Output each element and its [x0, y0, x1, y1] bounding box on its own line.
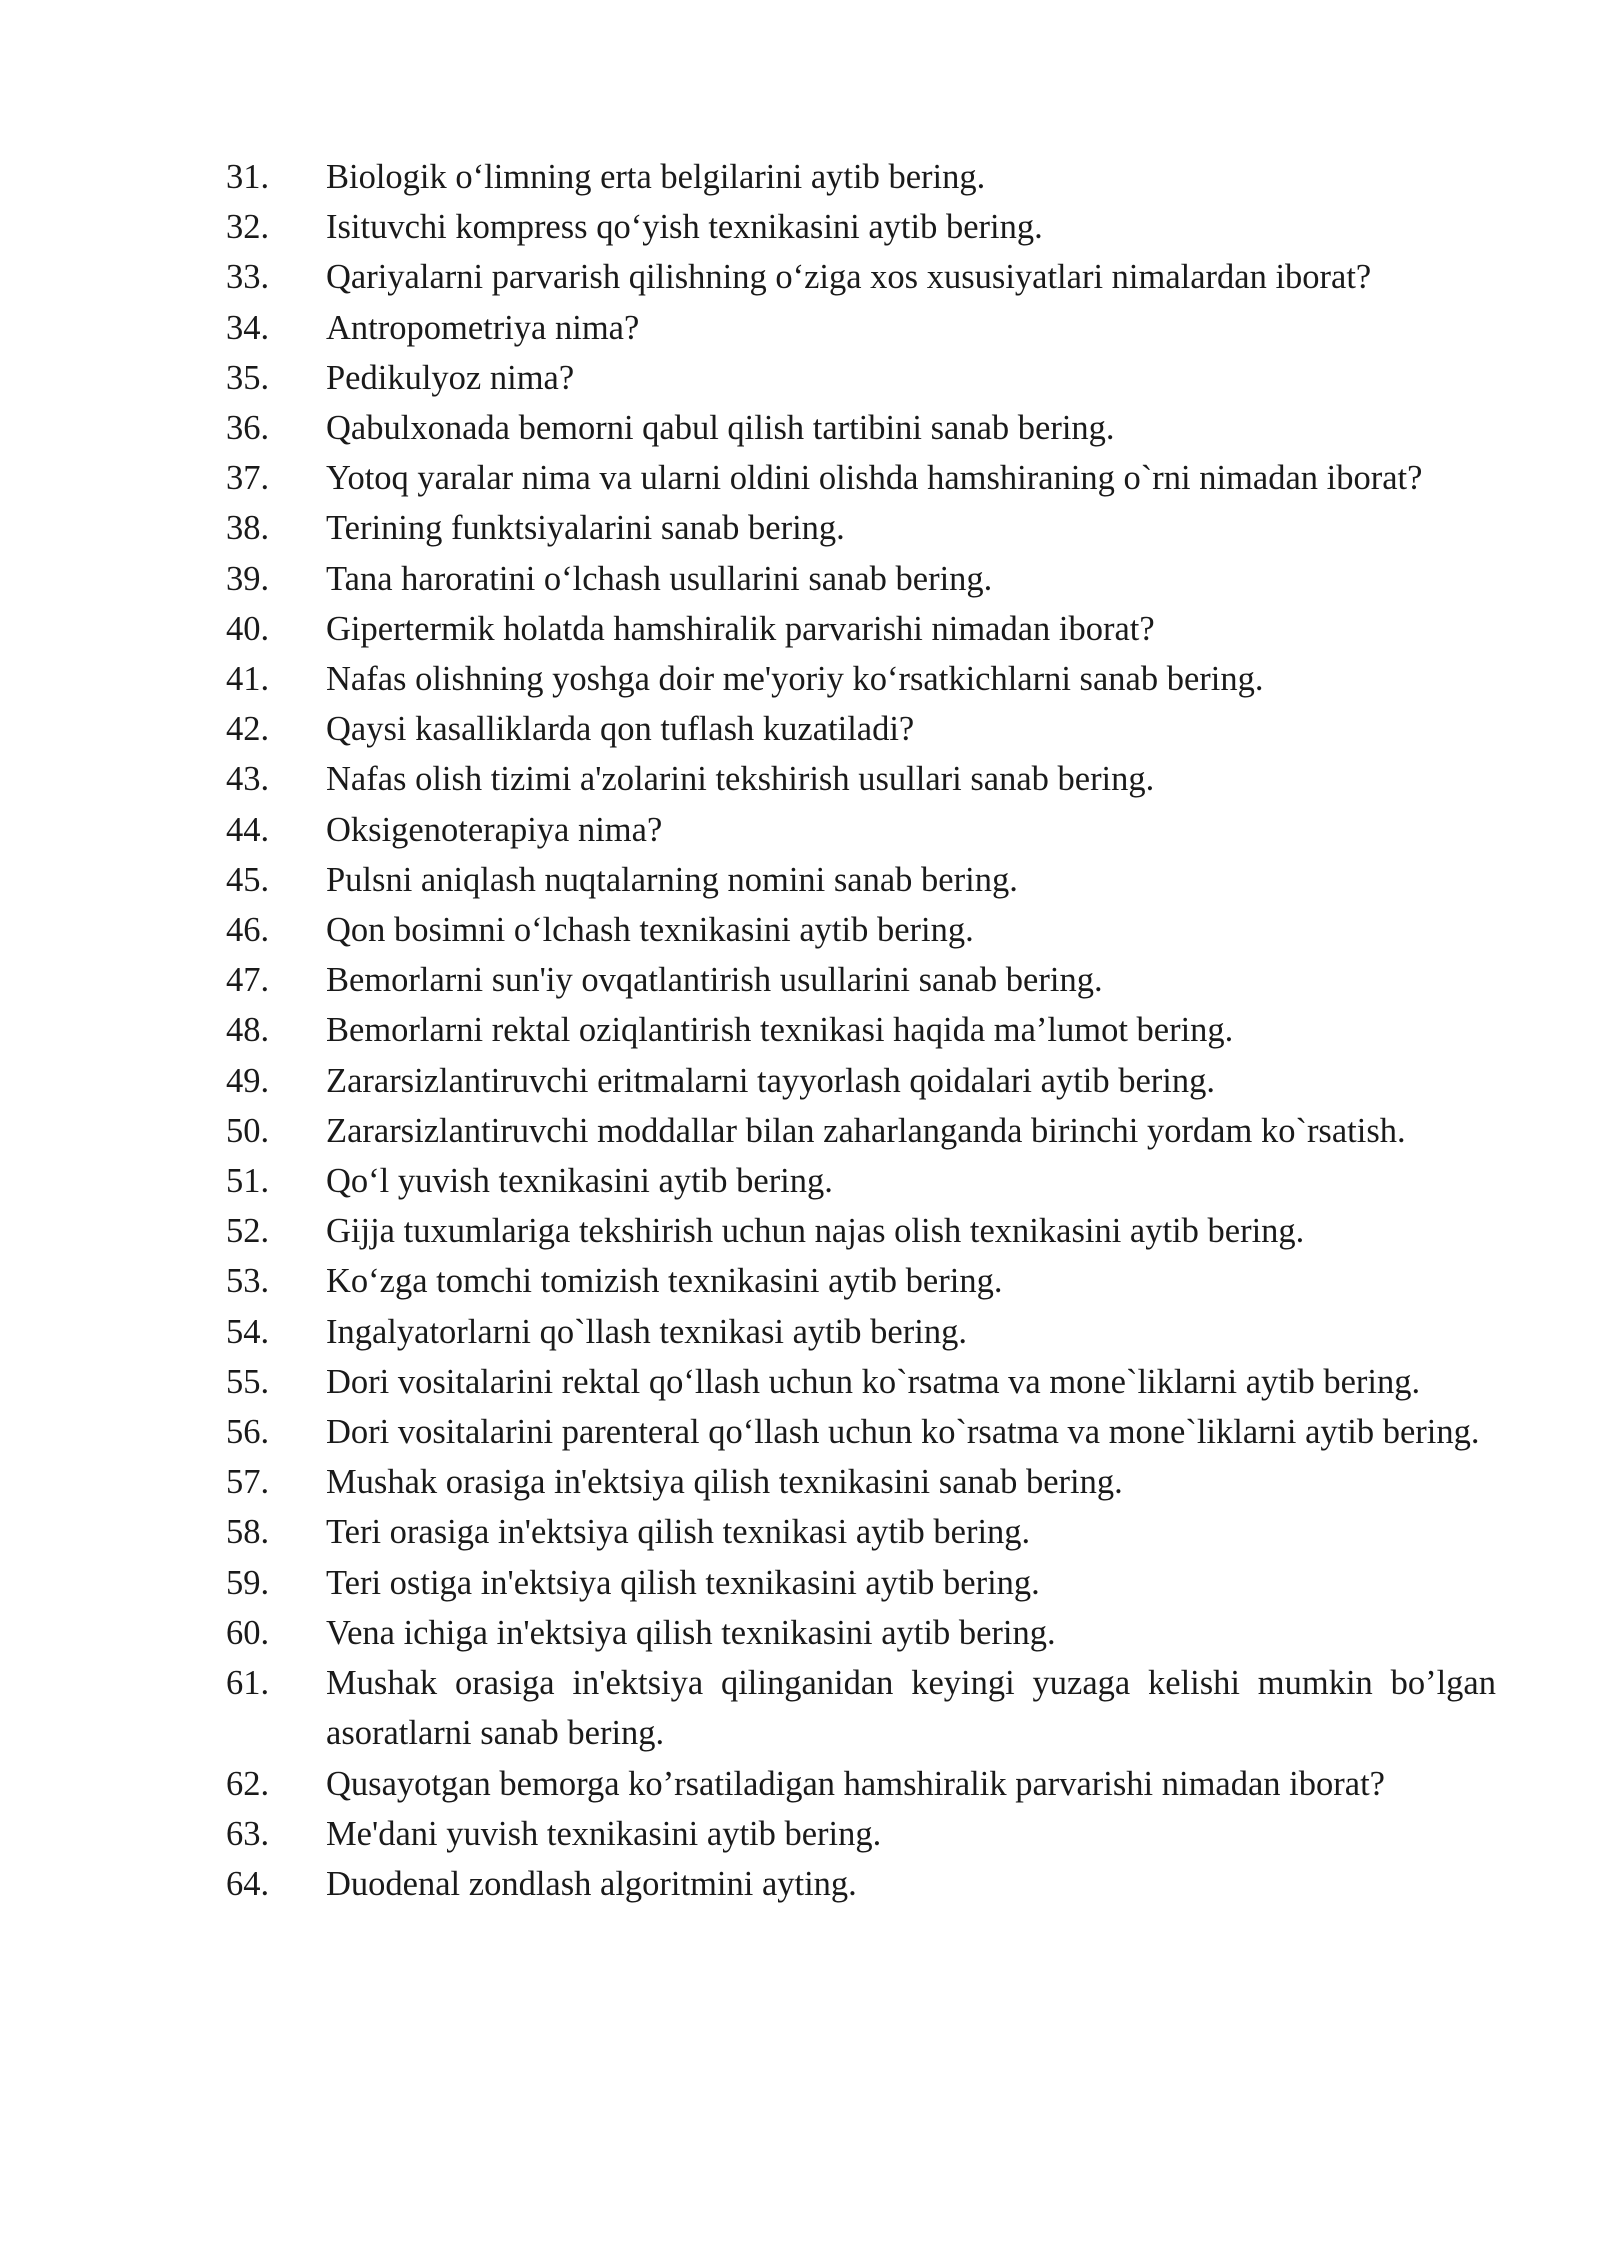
question-text: Me'dani yuvish texnikasini aytib bering. [326, 1814, 882, 1853]
question-number: 37. [226, 459, 270, 498]
question-number: 33. [226, 258, 270, 297]
question-item [226, 1859, 1496, 1909]
question-item [226, 1809, 1496, 1859]
question-text: Biologik o‘limning erta belgilarini aytib bering. [326, 158, 986, 196]
question-item [226, 403, 1496, 453]
question-item [226, 1658, 1496, 1758]
question-item [226, 805, 1496, 855]
question-text: Gijja tuxumlariga tekshirish uchun najas olish texnikasini aytib bering. [326, 1212, 1305, 1251]
question-text: Dori vositalarini rektal qo‘llash uchun ko`rsatma va mone`liklarni aytib bering. [326, 1362, 1421, 1401]
question-number: 40. [226, 609, 270, 648]
question-text: Tana haroratini o‘lchash usullarini sanab bering. [326, 559, 993, 598]
question-item [226, 1608, 1496, 1658]
question-item [226, 152, 1496, 202]
question-number: 52. [226, 1212, 270, 1251]
question-number: 64. [226, 1864, 270, 1903]
question-number: 50. [226, 1111, 270, 1150]
question-number: 38. [226, 509, 270, 548]
question-item [226, 704, 1496, 754]
question-number: 63. [226, 1814, 270, 1853]
question-text: Dori vositalarini parenteral qo‘llash uchun ko`rsatma va mone`liklarni aytib bering. [326, 1413, 1480, 1452]
question-number: 41. [226, 660, 270, 699]
question-text: Nafas olish tizimi a'zolarini tekshirish usullari sanab bering. [326, 760, 1155, 799]
question-number: 36. [226, 409, 270, 448]
question-item [226, 1558, 1496, 1608]
question-item [226, 955, 1496, 1005]
question-item [226, 1457, 1496, 1507]
question-text: Isituvchi kompress qo‘yish texnikasini aytib bering. [326, 208, 1043, 247]
question-item [226, 1256, 1496, 1306]
question-text: Zararsizlantiruvchi eritmalarni tayyorlash qoidalari aytib bering. [326, 1061, 1215, 1100]
question-text: Gipertermik holatda hamshiralik parvarishi nimadan iborat? [326, 609, 1155, 648]
question-item [226, 1759, 1496, 1809]
question-text: Terining funktsiyalarini sanab bering. [326, 509, 845, 548]
question-number: 54. [226, 1312, 270, 1351]
question-item [226, 303, 1496, 353]
question-number: 42. [226, 710, 270, 749]
question-number: 39. [226, 559, 270, 598]
question-number: 61. [226, 1664, 270, 1703]
question-number: 44. [226, 810, 270, 849]
question-number: 57. [226, 1463, 270, 1502]
question-text: Bemorlarni sun'iy ovqatlantirish usullarini sanab bering. [326, 961, 1103, 1000]
question-text: Antropometriya nima? [326, 308, 640, 347]
question-number: 51. [226, 1162, 270, 1201]
question-text: Qo‘l yuvish texnikasini aytib bering. [326, 1162, 833, 1201]
question-text: Vena ichiga in'ektsiya qilish texnikasini aytib bering. [326, 1613, 1056, 1652]
question-item [226, 554, 1496, 604]
question-text: Yotoq yaralar nima va ularni oldini olishda hamshiraning o`rni nimadan iborat? [326, 459, 1423, 498]
question-item [226, 855, 1496, 905]
question-item [226, 353, 1496, 403]
question-number: 56. [226, 1413, 270, 1452]
question-item [226, 252, 1496, 302]
question-item [226, 1357, 1496, 1407]
question-item [226, 202, 1496, 252]
question-text: Qon bosimni o‘lchash texnikasini aytib bering. [326, 911, 974, 950]
question-number: 58. [226, 1513, 270, 1552]
question-item [226, 1156, 1496, 1206]
question-number: 62. [226, 1764, 270, 1803]
question-number: 53. [226, 1262, 270, 1301]
question-item [226, 1407, 1496, 1457]
question-item [226, 453, 1496, 503]
question-item [226, 1307, 1496, 1357]
question-number: 32. [226, 208, 270, 247]
question-number: 34. [226, 308, 270, 347]
question-text: Teri orasiga in'ektsiya qilish texnikasi aytib bering. [326, 1513, 1031, 1552]
question-item [226, 604, 1496, 654]
question-text: Mushak orasiga in'ektsiya qilish texnikasini sanab bering. [326, 1463, 1123, 1502]
question-text: Qariyalarni parvarish qilishning o‘ziga xos xususiyatlari nimalardan iborat? [326, 258, 1372, 297]
question-number: 47. [226, 961, 270, 1000]
question-text: Pulsni aniqlash nuqtalarning nomini sanab bering. [326, 860, 1018, 899]
question-text: Zararsizlantiruvchi moddallar bilan zaharlanganda birinchi yordam ko`rsatish. [326, 1111, 1406, 1150]
question-number: 45. [226, 860, 270, 899]
question-number: 49. [226, 1061, 270, 1100]
question-number: 60. [226, 1613, 270, 1652]
question-text: Pedikulyoz nima? [326, 358, 575, 397]
question-number: 31. [226, 158, 270, 196]
question-number: 43. [226, 760, 270, 799]
question-item [226, 503, 1496, 553]
question-text: Oksigenoterapiya nima? [326, 810, 663, 849]
question-text: Duodenal zondlash algoritmini ayting. [326, 1864, 857, 1903]
question-number: 46. [226, 911, 270, 950]
question-text: Nafas olishning yoshga doir me'yoriy ko‘rsatkichlarni sanab bering. [326, 660, 1264, 699]
question-text: Qabulxonada bemorni qabul qilish tartibini sanab bering. [326, 409, 1115, 448]
question-number: 35. [226, 358, 270, 397]
question-item [226, 754, 1496, 804]
question-text: Qusayotgan bemorga ko’rsatiladigan hamshiralik parvarishi nimadan iborat? [326, 1764, 1385, 1803]
question-text: Ingalyatorlarni qo`llash texnikasi aytib bering. [326, 1312, 967, 1351]
question-item [226, 1056, 1496, 1106]
question-number: 59. [226, 1563, 270, 1602]
question-text: Mushak orasiga in'ektsiya qilinganidan keyingi yuzaga kelishi mumkin bo’lgan asoratlarni sanab bering. [326, 1664, 1496, 1753]
question-text: Bemorlarni rektal oziqlantirish texnikasi haqida ma’lumot bering. [326, 1011, 1234, 1050]
question-item [226, 1507, 1496, 1557]
question-text: Qaysi kasalliklarda qon tuflash kuzatiladi? [326, 710, 915, 749]
question-number: 48. [226, 1011, 270, 1050]
question-item [226, 654, 1496, 704]
question-item [226, 905, 1496, 955]
question-item [226, 1106, 1496, 1156]
question-list [226, 152, 1496, 1909]
question-number: 55. [226, 1362, 270, 1401]
question-text: Ko‘zga tomchi tomizish texnikasini aytib bering. [326, 1262, 1003, 1301]
question-item [226, 1005, 1496, 1055]
question-item [226, 1206, 1496, 1256]
question-text: Teri ostiga in'ektsiya qilish texnikasini aytib bering. [326, 1563, 1040, 1602]
